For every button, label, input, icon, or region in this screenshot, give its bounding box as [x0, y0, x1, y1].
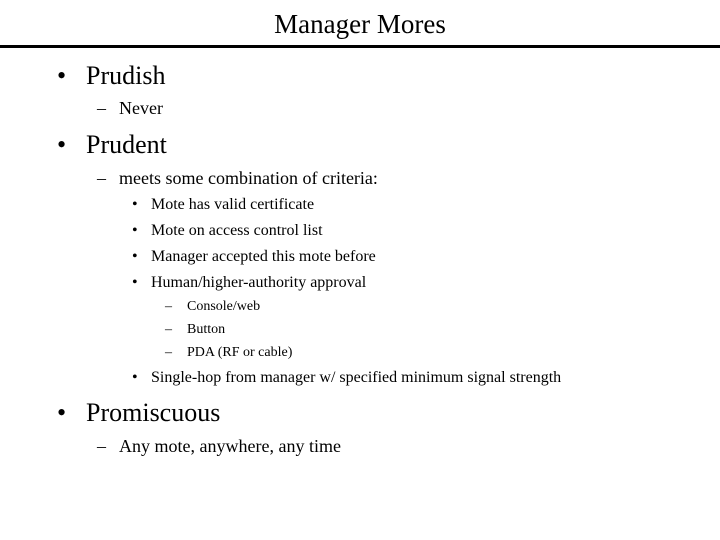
bullet-marker: • — [57, 61, 67, 90]
bullet-label: Prudent — [86, 130, 167, 159]
sub-item-label: Never — [119, 98, 163, 118]
bullet-label: Promiscuous — [86, 398, 221, 427]
bullet-label: Prudish — [86, 61, 166, 90]
criteria-label: Human/higher-authority approval — [151, 274, 367, 291]
approval-method-label: PDA (RF or cable) — [187, 345, 293, 360]
criteria-label: Mote on access control list — [151, 222, 323, 239]
sub-item-label: Any mote, anywhere, any time — [119, 436, 341, 456]
slide-title: Manager Mores — [274, 9, 446, 39]
bullet-marker: • — [132, 369, 138, 386]
dash-marker: – — [165, 345, 172, 360]
dash-marker: – — [165, 299, 172, 314]
approval-method-label: Button — [187, 322, 226, 337]
dash-marker: – — [97, 98, 106, 118]
bullet-marker: • — [132, 196, 138, 213]
criteria-label: Manager accepted this mote before — [151, 248, 376, 265]
bullet-marker: • — [57, 130, 67, 159]
bullet-marker: • — [132, 248, 138, 265]
criteria-label: Mote has valid certificate — [151, 196, 315, 213]
bullet-marker: • — [57, 398, 67, 427]
approval-method-label: Console/web — [187, 299, 261, 314]
bullet-marker: • — [132, 274, 138, 291]
dash-marker: – — [165, 322, 172, 337]
title-divider — [0, 45, 720, 48]
criteria-label: Single-hop from manager w/ specified minimum signal strength — [151, 369, 562, 386]
dash-marker: – — [97, 168, 106, 188]
sub-item-label: meets some combination of criteria: — [119, 168, 378, 188]
bullet-marker: • — [132, 222, 138, 239]
dash-marker: – — [97, 436, 106, 456]
